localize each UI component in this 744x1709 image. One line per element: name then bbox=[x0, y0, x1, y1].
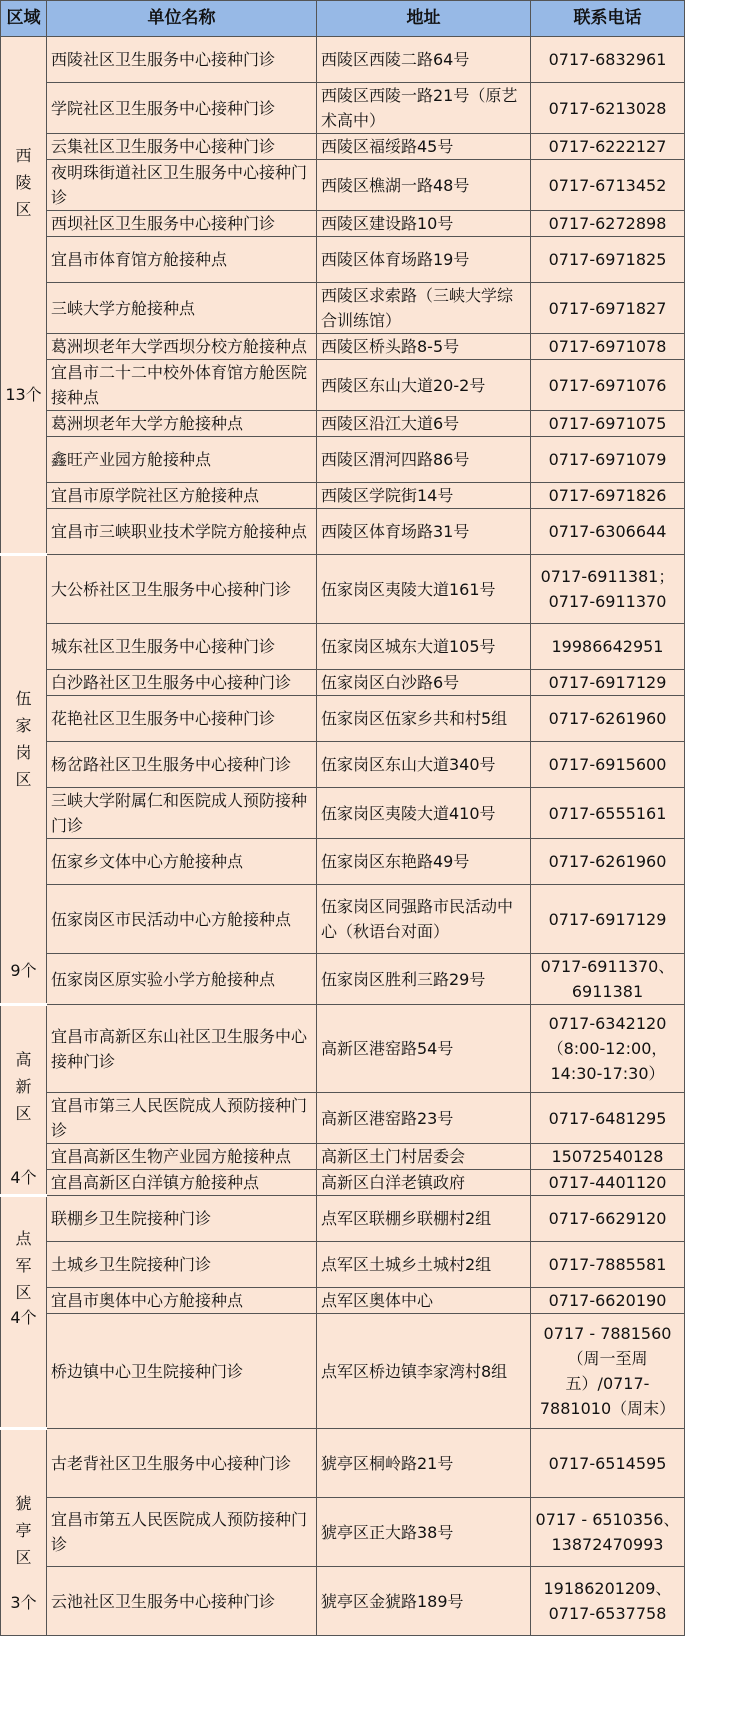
unit-name-cell: 土城乡卫生院接种门诊 bbox=[47, 1242, 317, 1288]
table-row bbox=[1, 1196, 685, 1242]
unit-name-cell: 白沙路社区卫生服务中心接种门诊 bbox=[47, 670, 317, 696]
address-cell: 伍家岗区伍家乡共和村5组 bbox=[317, 696, 531, 742]
region-name: 高新区 bbox=[15, 1050, 32, 1123]
phone-cell: 0717-6832961 bbox=[531, 37, 685, 83]
phone-cell: 0717-6971079 bbox=[531, 437, 685, 483]
table-row bbox=[1, 1288, 685, 1314]
phone-cell: 19986642951 bbox=[531, 624, 685, 670]
table-row bbox=[1, 742, 685, 788]
unit-name-cell: 伍家岗区原实验小学方舱接种点 bbox=[47, 954, 317, 1005]
address-cell: 西陵区体育场路19号 bbox=[317, 237, 531, 283]
phone-cell: 0717-6629120 bbox=[531, 1196, 685, 1242]
phone-cell: 0717-6971826 bbox=[531, 483, 685, 509]
unit-name-cell: 宜昌市体育馆方舱接种点 bbox=[47, 237, 317, 283]
table-row bbox=[1, 954, 685, 1005]
table-body bbox=[1, 37, 685, 1636]
unit-name-cell: 鑫旺产业园方舱接种点 bbox=[47, 437, 317, 483]
phone-cell: 0717-6915600 bbox=[531, 742, 685, 788]
region-name: 点军区 bbox=[15, 1229, 32, 1302]
unit-name-cell: 三峡大学附属仁和医院成人预防接种门诊 bbox=[47, 788, 317, 839]
unit-name-cell: 葛洲坝老年大学方舱接种点 bbox=[47, 411, 317, 437]
table-row bbox=[1, 134, 685, 160]
phone-cell: 19186201209、0717-6537758 bbox=[531, 1567, 685, 1636]
phone-cell: 0717-6971076 bbox=[531, 360, 685, 411]
address-cell: 西陵区渭河四路86号 bbox=[317, 437, 531, 483]
region-cell bbox=[1, 37, 47, 555]
phone-cell: 0717-6911370、6911381 bbox=[531, 954, 685, 1005]
phone-cell: 0717-6620190 bbox=[531, 1288, 685, 1314]
unit-name-cell: 宜昌市二十二中校外体育馆方舱医院接种点 bbox=[47, 360, 317, 411]
table-row bbox=[1, 555, 685, 624]
table-row bbox=[1, 160, 685, 211]
region-cell bbox=[1, 555, 47, 1005]
phone-cell: 0717-6514595 bbox=[531, 1429, 685, 1498]
address-cell: 伍家岗区夷陵大道161号 bbox=[317, 555, 531, 624]
region-count: 3个 bbox=[10, 1593, 37, 1612]
unit-name-cell: 杨岔路社区卫生服务中心接种门诊 bbox=[47, 742, 317, 788]
address-cell: 西陵区福绥路45号 bbox=[317, 134, 531, 160]
header-address: 地址 bbox=[317, 1, 531, 37]
header-phone: 联系电话 bbox=[531, 1, 685, 37]
phone-cell: 0717-6917129 bbox=[531, 885, 685, 954]
address-cell: 猇亭区桐岭路21号 bbox=[317, 1429, 531, 1498]
table-row bbox=[1, 885, 685, 954]
unit-name-cell: 云池社区卫生服务中心接种门诊 bbox=[47, 1567, 317, 1636]
address-cell: 点军区奥体中心 bbox=[317, 1288, 531, 1314]
address-cell: 伍家岗区东山大道340号 bbox=[317, 742, 531, 788]
unit-name-cell: 宜昌市第三人民医院成人预防接种门诊 bbox=[47, 1093, 317, 1144]
unit-name-cell: 宜昌高新区生物产业园方舱接种点 bbox=[47, 1144, 317, 1170]
table-row bbox=[1, 211, 685, 237]
unit-name-cell: 宜昌市奥体中心方舱接种点 bbox=[47, 1288, 317, 1314]
unit-name-cell: 大公桥社区卫生服务中心接种门诊 bbox=[47, 555, 317, 624]
phone-cell: 0717-6971075 bbox=[531, 411, 685, 437]
region-count: 4个 bbox=[10, 1168, 37, 1187]
phone-cell: 0717-6917129 bbox=[531, 670, 685, 696]
unit-name-cell: 葛洲坝老年大学西坝分校方舱接种点 bbox=[47, 334, 317, 360]
table-row bbox=[1, 1429, 685, 1498]
address-cell: 伍家岗区夷陵大道410号 bbox=[317, 788, 531, 839]
table-row bbox=[1, 670, 685, 696]
unit-name-cell: 花艳社区卫生服务中心接种门诊 bbox=[47, 696, 317, 742]
address-cell: 高新区土门村居委会 bbox=[317, 1144, 531, 1170]
address-cell: 西陵区东山大道20-2号 bbox=[317, 360, 531, 411]
table-row bbox=[1, 624, 685, 670]
address-cell: 点军区桥边镇李家湾村8组 bbox=[317, 1314, 531, 1429]
header-region: 区域 bbox=[1, 1, 47, 37]
address-cell: 高新区港窑路23号 bbox=[317, 1093, 531, 1144]
unit-name-cell: 宜昌高新区白洋镇方舱接种点 bbox=[47, 1170, 317, 1196]
table-row bbox=[1, 37, 685, 83]
region-name: 伍家岗区 bbox=[15, 689, 32, 789]
table-row bbox=[1, 83, 685, 134]
address-cell: 猇亭区正大路38号 bbox=[317, 1498, 531, 1567]
address-cell: 点军区土城乡土城村2组 bbox=[317, 1242, 531, 1288]
phone-cell: 0717-6261960 bbox=[531, 696, 685, 742]
phone-cell: 0717-6342120（8:00-12:00，14:30-17:30） bbox=[531, 1005, 685, 1093]
phone-cell: 0717-6481295 bbox=[531, 1093, 685, 1144]
phone-cell: 0717-6713452 bbox=[531, 160, 685, 211]
table-row bbox=[1, 334, 685, 360]
phone-cell: 0717-6911381；0717-6911370 bbox=[531, 555, 685, 624]
address-cell: 高新区港窑路54号 bbox=[317, 1005, 531, 1093]
unit-name-cell: 古老背社区卫生服务中心接种门诊 bbox=[47, 1429, 317, 1498]
table-row bbox=[1, 1314, 685, 1429]
table-row bbox=[1, 509, 685, 555]
phone-cell: 0717-6555161 bbox=[531, 788, 685, 839]
unit-name-cell: 云集社区卫生服务中心接种门诊 bbox=[47, 134, 317, 160]
table-row bbox=[1, 411, 685, 437]
address-cell: 猇亭区金猇路189号 bbox=[317, 1567, 531, 1636]
table-row bbox=[1, 1170, 685, 1196]
table-row bbox=[1, 839, 685, 885]
phone-cell: 0717-6213028 bbox=[531, 83, 685, 134]
unit-name-cell: 西陵社区卫生服务中心接种门诊 bbox=[47, 37, 317, 83]
address-cell: 高新区白洋老镇政府 bbox=[317, 1170, 531, 1196]
unit-name-cell: 西坝社区卫生服务中心接种门诊 bbox=[47, 211, 317, 237]
table-row bbox=[1, 237, 685, 283]
unit-name-cell: 桥边镇中心卫生院接种门诊 bbox=[47, 1314, 317, 1429]
unit-name-cell: 三峡大学方舱接种点 bbox=[47, 283, 317, 334]
region-cell bbox=[1, 1005, 47, 1196]
phone-cell: 0717-6261960 bbox=[531, 839, 685, 885]
phone-cell: 0717 - 6510356、13872470993 bbox=[531, 1498, 685, 1567]
address-cell: 西陵区西陵二路64号 bbox=[317, 37, 531, 83]
address-cell: 西陵区建设路10号 bbox=[317, 211, 531, 237]
region-name: 西陵区 bbox=[15, 146, 32, 219]
table-row bbox=[1, 483, 685, 509]
unit-name-cell: 宜昌市三峡职业技术学院方舱接种点 bbox=[47, 509, 317, 555]
phone-cell: 0717-6971827 bbox=[531, 283, 685, 334]
table-row bbox=[1, 788, 685, 839]
table-row bbox=[1, 1498, 685, 1567]
table-row bbox=[1, 1144, 685, 1170]
region-count: 4个 bbox=[10, 1308, 37, 1327]
region-name: 猇亭区 bbox=[15, 1494, 32, 1567]
unit-name-cell: 伍家乡文体中心方舱接种点 bbox=[47, 839, 317, 885]
table-row bbox=[1, 1005, 685, 1093]
phone-cell: 0717-6971825 bbox=[531, 237, 685, 283]
phone-cell: 15072540128 bbox=[531, 1144, 685, 1170]
phone-cell: 0717-6222127 bbox=[531, 134, 685, 160]
unit-name-cell: 宜昌市第五人民医院成人预防接种门诊 bbox=[47, 1498, 317, 1567]
address-cell: 点军区联棚乡联棚村2组 bbox=[317, 1196, 531, 1242]
phone-cell: 0717-6272898 bbox=[531, 211, 685, 237]
header-row bbox=[1, 1, 685, 37]
unit-name-cell: 宜昌市高新区东山社区卫生服务中心接种门诊 bbox=[47, 1005, 317, 1093]
phone-cell: 0717-4401120 bbox=[531, 1170, 685, 1196]
region-cell bbox=[1, 1429, 47, 1636]
address-cell: 西陵区体育场路31号 bbox=[317, 509, 531, 555]
phone-cell: 0717-7885581 bbox=[531, 1242, 685, 1288]
address-cell: 伍家岗区城东大道105号 bbox=[317, 624, 531, 670]
table-row bbox=[1, 283, 685, 334]
unit-name-cell: 伍家岗区市民活动中心方舱接种点 bbox=[47, 885, 317, 954]
address-cell: 西陵区桥头路8-5号 bbox=[317, 334, 531, 360]
unit-name-cell: 联棚乡卫生院接种门诊 bbox=[47, 1196, 317, 1242]
region-count: 9个 bbox=[10, 961, 37, 980]
address-cell: 伍家岗区同强路市民活动中心（秋语台对面） bbox=[317, 885, 531, 954]
address-cell: 西陵区樵湖一路48号 bbox=[317, 160, 531, 211]
region-count: 13个 bbox=[5, 385, 42, 404]
table-row bbox=[1, 1567, 685, 1636]
address-cell: 伍家岗区胜利三路29号 bbox=[317, 954, 531, 1005]
table-row bbox=[1, 696, 685, 742]
table-row bbox=[1, 1242, 685, 1288]
region-cell bbox=[1, 1196, 47, 1429]
unit-name-cell: 夜明珠街道社区卫生服务中心接种门诊 bbox=[47, 160, 317, 211]
address-cell: 伍家岗区东艳路49号 bbox=[317, 839, 531, 885]
address-cell: 西陵区求索路（三峡大学综合训练馆） bbox=[317, 283, 531, 334]
table-row bbox=[1, 437, 685, 483]
table-row bbox=[1, 360, 685, 411]
address-cell: 伍家岗区白沙路6号 bbox=[317, 670, 531, 696]
unit-name-cell: 宜昌市原学院社区方舱接种点 bbox=[47, 483, 317, 509]
header-unit-name: 单位名称 bbox=[47, 1, 317, 37]
address-cell: 西陵区西陵一路21号（原艺术高中） bbox=[317, 83, 531, 134]
address-cell: 西陵区沿江大道6号 bbox=[317, 411, 531, 437]
phone-cell: 0717 - 7881560（周一至周五）/0717-7881010（周末） bbox=[531, 1314, 685, 1429]
unit-name-cell: 学院社区卫生服务中心接种门诊 bbox=[47, 83, 317, 134]
phone-cell: 0717-6971078 bbox=[531, 334, 685, 360]
phone-cell: 0717-6306644 bbox=[531, 509, 685, 555]
table-row bbox=[1, 1093, 685, 1144]
unit-name-cell: 城东社区卫生服务中心接种门诊 bbox=[47, 624, 317, 670]
address-cell: 西陵区学院街14号 bbox=[317, 483, 531, 509]
